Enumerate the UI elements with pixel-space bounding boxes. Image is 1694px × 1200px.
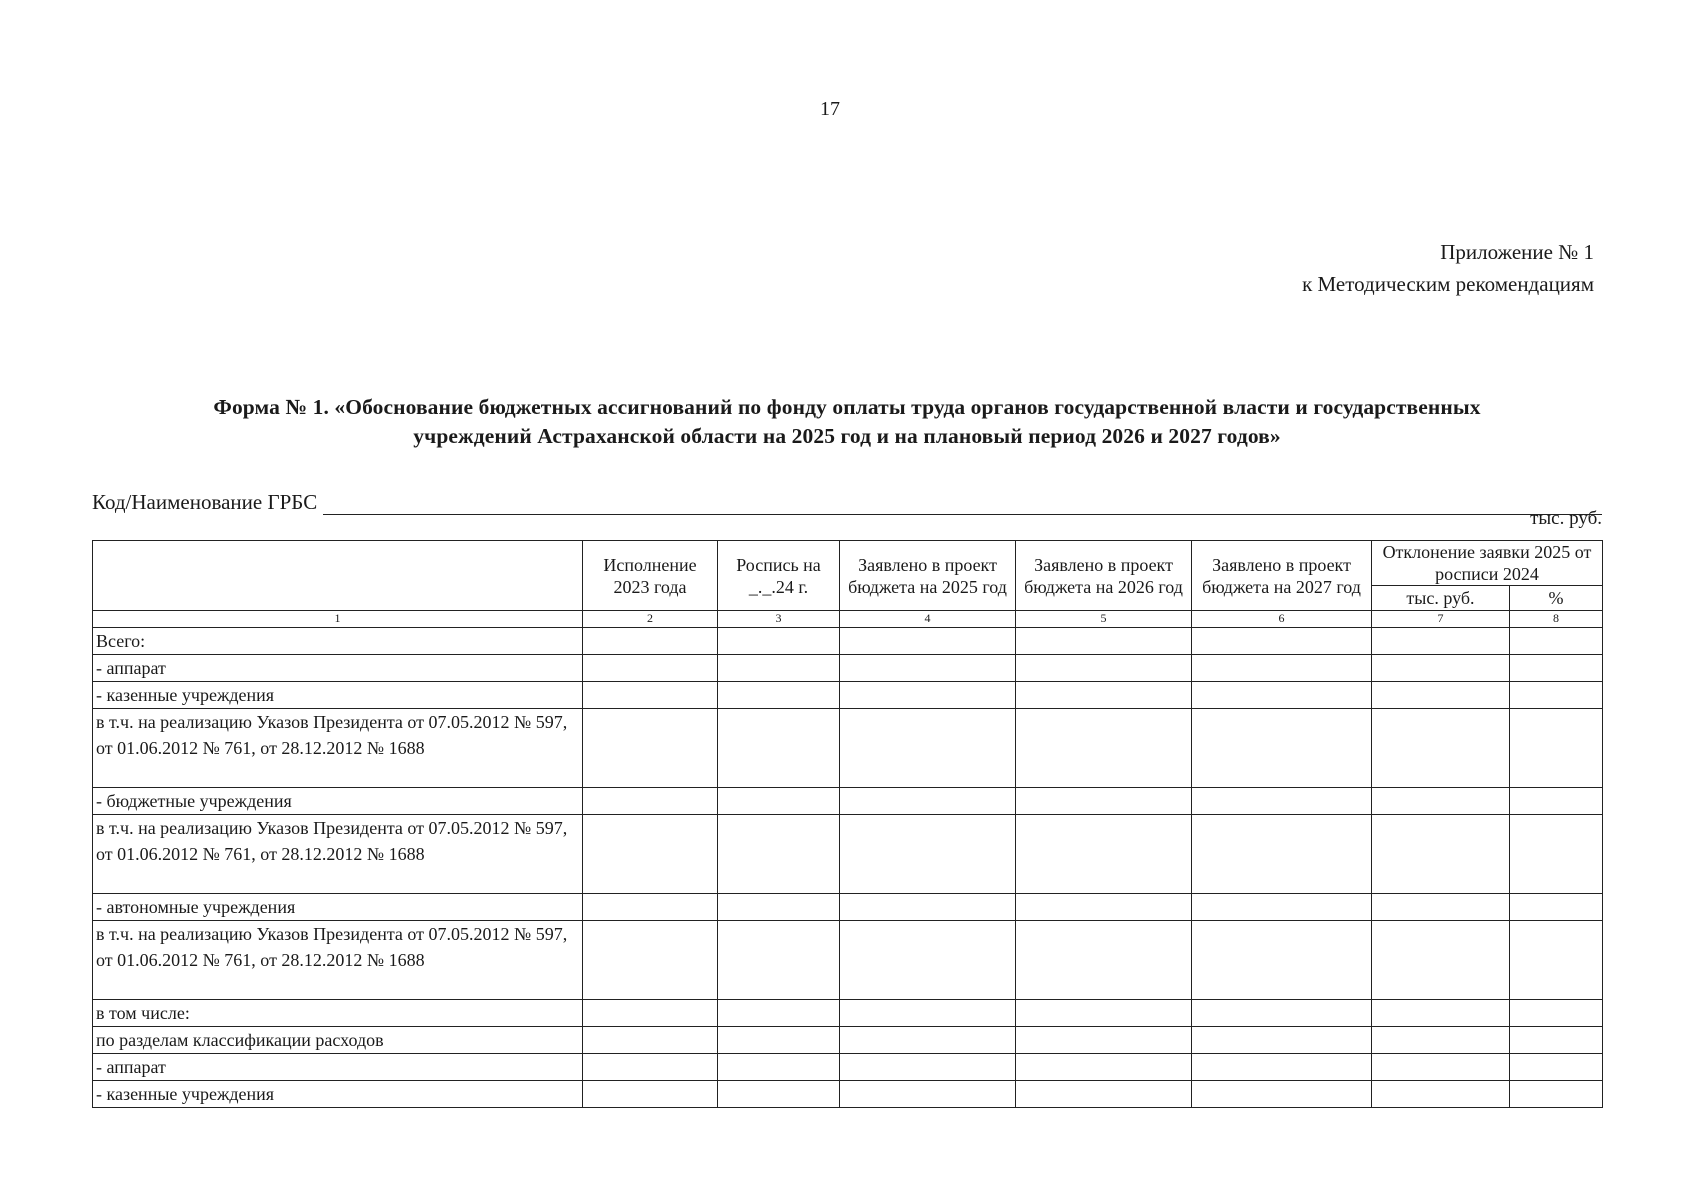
value-cell	[1372, 1027, 1510, 1054]
grbs-fill-line	[323, 492, 1602, 515]
value-cell	[840, 815, 1016, 894]
header-request-2025: Заявлено в проект бюджета на 2025 год	[840, 541, 1016, 611]
value-cell	[1192, 1081, 1372, 1108]
appendix-line-1: Приложение № 1	[1440, 240, 1594, 264]
value-cell	[718, 628, 840, 655]
value-cell	[583, 709, 718, 788]
column-number: 7	[1372, 611, 1510, 628]
row-label: - казенные учреждения	[93, 1081, 583, 1108]
table-row	[93, 1000, 1603, 1027]
value-cell	[1510, 1027, 1603, 1054]
value-cell	[583, 1027, 718, 1054]
value-cell	[1016, 894, 1192, 921]
value-cell	[718, 1000, 840, 1027]
value-cell	[1016, 1054, 1192, 1081]
value-cell	[1192, 894, 1372, 921]
value-cell	[840, 1027, 1016, 1054]
column-number: 1	[93, 611, 583, 628]
value-cell	[1192, 815, 1372, 894]
table-row	[93, 682, 1603, 709]
table-row	[93, 788, 1603, 815]
value-cell	[583, 1054, 718, 1081]
column-number: 3	[718, 611, 840, 628]
value-cell	[1192, 709, 1372, 788]
header-deviation: Отклонение заявки 2025 от росписи 2024	[1372, 541, 1603, 586]
value-cell	[718, 709, 840, 788]
budget-table	[92, 540, 1603, 1108]
row-label: в т.ч. на реализацию Указов Президента от 07.05.2012 № 597, от 01.06.2012 № 761, от 28.12.2012 № 1688	[93, 709, 583, 788]
value-cell	[840, 655, 1016, 682]
value-cell	[583, 655, 718, 682]
value-cell	[583, 894, 718, 921]
column-number: 2	[583, 611, 718, 628]
column-number: 4	[840, 611, 1016, 628]
value-cell	[718, 1054, 840, 1081]
value-cell	[840, 1000, 1016, 1027]
row-label: - аппарат	[93, 1054, 583, 1081]
value-cell	[1372, 655, 1510, 682]
value-cell	[840, 921, 1016, 1000]
value-cell	[1372, 709, 1510, 788]
value-cell	[1372, 788, 1510, 815]
value-cell	[1372, 1054, 1510, 1081]
value-cell	[1192, 788, 1372, 815]
row-label: - аппарат	[93, 655, 583, 682]
row-label: Всего:	[93, 628, 583, 655]
value-cell	[1016, 815, 1192, 894]
value-cell	[840, 1054, 1016, 1081]
value-cell	[840, 709, 1016, 788]
units-label: тыс. руб.	[1530, 508, 1602, 529]
value-cell	[1016, 921, 1192, 1000]
header-deviation-percent: %	[1510, 586, 1603, 611]
value-cell	[583, 682, 718, 709]
value-cell	[1510, 921, 1603, 1000]
value-cell	[1016, 709, 1192, 788]
value-cell	[1372, 1081, 1510, 1108]
form-title-line-2: учреждений Астраханской области на 2025 год и на плановый период 2026 и 2027 годов»	[413, 424, 1281, 448]
table-row	[93, 628, 1603, 655]
value-cell	[1016, 788, 1192, 815]
value-cell	[1372, 628, 1510, 655]
column-number-row	[93, 611, 1603, 628]
row-label: в т.ч. на реализацию Указов Президента от 07.05.2012 № 597, от 01.06.2012 № 761, от 28.12.2012 № 1688	[93, 921, 583, 1000]
value-cell	[718, 1081, 840, 1108]
header-request-2027: Заявлено в проект бюджета на 2027 год	[1192, 541, 1372, 611]
value-cell	[583, 788, 718, 815]
column-number: 8	[1510, 611, 1603, 628]
table-row	[93, 921, 1603, 1000]
column-number: 5	[1016, 611, 1192, 628]
value-cell	[583, 921, 718, 1000]
value-cell	[1372, 682, 1510, 709]
header-schedule-2024: Роспись на _._.24 г.	[718, 541, 840, 611]
column-number: 6	[1192, 611, 1372, 628]
value-cell	[1510, 1000, 1603, 1027]
value-cell	[718, 894, 840, 921]
table-row	[93, 1027, 1603, 1054]
value-cell	[1016, 1081, 1192, 1108]
value-cell	[1192, 655, 1372, 682]
value-cell	[1016, 682, 1192, 709]
value-cell	[840, 788, 1016, 815]
value-cell	[1372, 894, 1510, 921]
value-cell	[1016, 1000, 1192, 1027]
table-row	[93, 655, 1603, 682]
form-title-line-1: Форма № 1. «Обоснование бюджетных ассигнований по фонду оплаты труда органов государственной власти и государственных	[213, 395, 1481, 419]
value-cell	[718, 1027, 840, 1054]
table-row	[93, 1054, 1603, 1081]
form-title	[92, 393, 1602, 451]
value-cell	[1016, 655, 1192, 682]
header-execution-2023: Исполнение 2023 года	[583, 541, 718, 611]
table-body	[93, 628, 1603, 1108]
value-cell	[840, 1081, 1016, 1108]
table-row	[93, 894, 1603, 921]
appendix-line-2: к Методическим рекомендациям	[1302, 272, 1594, 296]
value-cell	[1510, 682, 1603, 709]
value-cell	[840, 894, 1016, 921]
value-cell	[1510, 894, 1603, 921]
value-cell	[840, 628, 1016, 655]
value-cell	[583, 1000, 718, 1027]
value-cell	[1510, 709, 1603, 788]
value-cell	[718, 655, 840, 682]
appendix-caption	[1302, 236, 1594, 300]
value-cell	[718, 682, 840, 709]
value-cell	[718, 921, 840, 1000]
row-label: - бюджетные учреждения	[93, 788, 583, 815]
value-cell	[1192, 921, 1372, 1000]
value-cell	[583, 815, 718, 894]
value-cell	[1510, 1081, 1603, 1108]
value-cell	[1372, 815, 1510, 894]
table-row	[93, 1081, 1603, 1108]
value-cell	[840, 682, 1016, 709]
value-cell	[583, 1081, 718, 1108]
value-cell	[1510, 1054, 1603, 1081]
value-cell	[583, 628, 718, 655]
value-cell	[1510, 788, 1603, 815]
row-label: - автономные учреждения	[93, 894, 583, 921]
row-label: - казенные учреждения	[93, 682, 583, 709]
value-cell	[1510, 628, 1603, 655]
value-cell	[1016, 1027, 1192, 1054]
page-number: 17	[820, 98, 840, 120]
value-cell	[1372, 921, 1510, 1000]
table-row	[93, 709, 1603, 788]
value-cell	[1510, 655, 1603, 682]
row-label: в том числе:	[93, 1000, 583, 1027]
grbs-label: Код/Наименование ГРБС	[92, 490, 318, 514]
value-cell	[718, 788, 840, 815]
value-cell	[1510, 815, 1603, 894]
row-label: в т.ч. на реализацию Указов Президента от 07.05.2012 № 597, от 01.06.2012 № 761, от 28.12.2012 № 1688	[93, 815, 583, 894]
value-cell	[718, 815, 840, 894]
grbs-field	[92, 490, 1602, 515]
value-cell	[1016, 628, 1192, 655]
table-row	[93, 815, 1603, 894]
header-deviation-thousand-rub: тыс. руб.	[1372, 586, 1510, 611]
row-label: по разделам классификации расходов	[93, 1027, 583, 1054]
value-cell	[1192, 682, 1372, 709]
value-cell	[1192, 1054, 1372, 1081]
value-cell	[1192, 628, 1372, 655]
value-cell	[1192, 1000, 1372, 1027]
value-cell	[1192, 1027, 1372, 1054]
header-name-cell	[93, 541, 583, 611]
header-request-2026: Заявлено в проект бюджета на 2026 год	[1016, 541, 1192, 611]
value-cell	[1372, 1000, 1510, 1027]
